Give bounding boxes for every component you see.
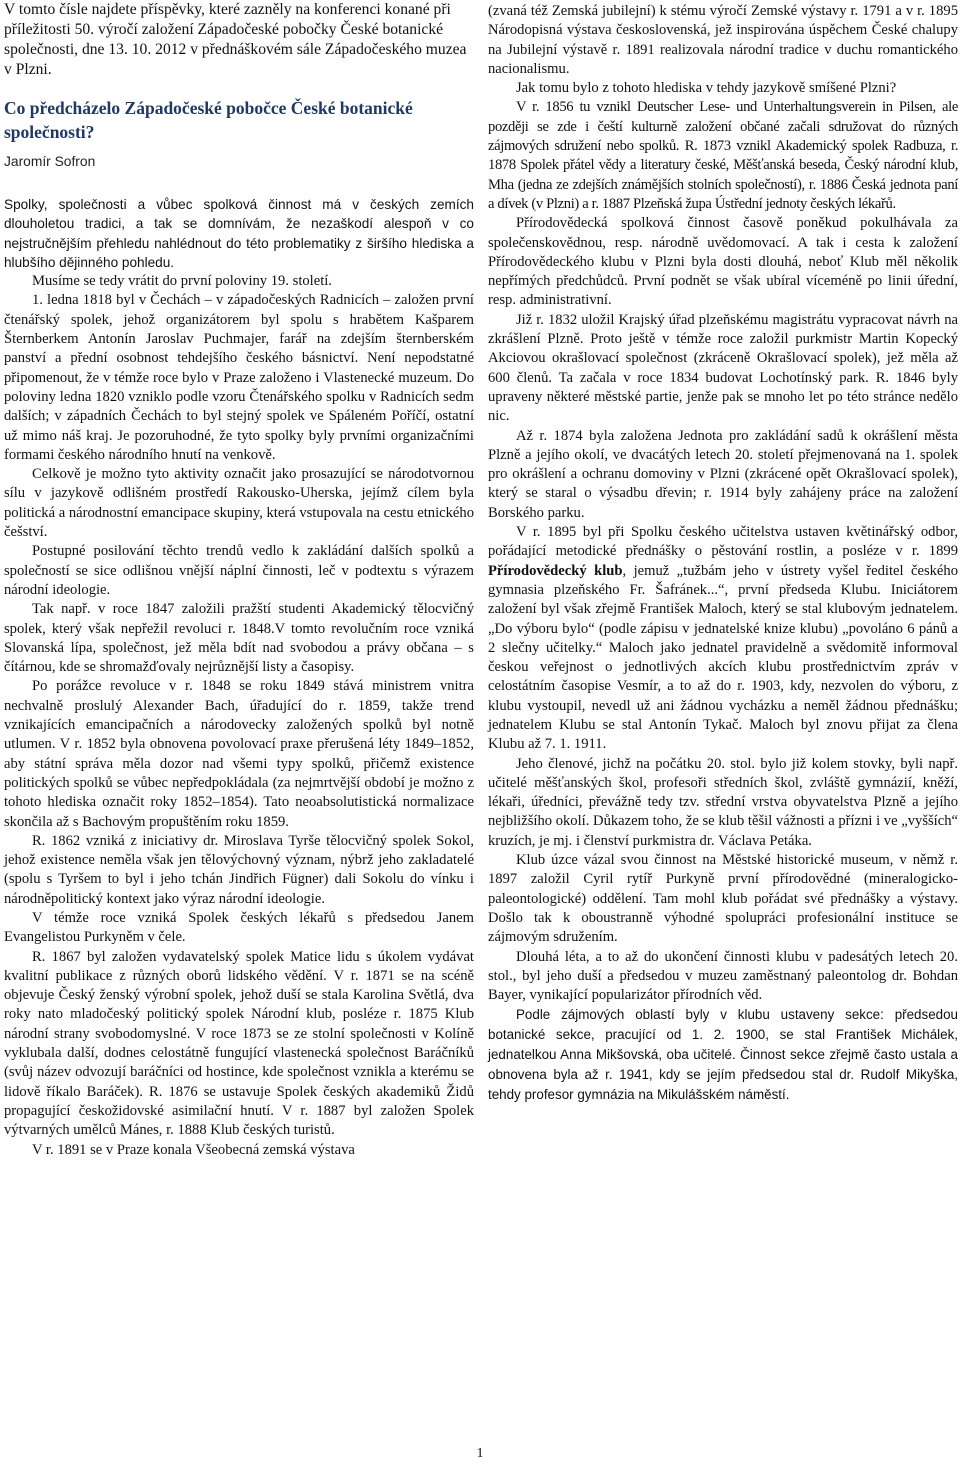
paragraph: Podle zájmových oblastí byly v klubu ustaveny sekce: předsedou botanické sekce, pracující od 1. 2. 1900, se stal František Michálek, jednatelkou Anna Mikšovská, oba učitelé. Činnost sekce zřejmě často ustala a obnovena byla až r. 1941, kdy se jejím předsedou stal dr. Rudolf Mikyška, tehdy profesor gymnázia na Mikulášském náměstí. — [488, 1007, 958, 1103]
paragraph: Dlouhá léta, a to až do ukončení činnosti klubu v padesátých letech 20. stol., byl jeho duší a předsedou v muzeu zaměstnaný paleontolog dr. Bohdan Bayer, vynikající popularizátor přírodních věd. — [488, 948, 958, 1004]
paragraph: Klub úzce vázal svou činnost na Městské historické museum, v němž r. 1897 založil Cyril rytíř Purkyně první přírodovědné (mineralogicko-paleontologické) oddělení. Tam mohl klub pořádat své přednášky a výstavy. Došlo tak k oboustranně výhodné spolupráci profesionální instituce se zájmovým sdružením. — [488, 852, 958, 946]
paragraph: Musíme se tedy vrátit do první poloviny 19. století. — [32, 273, 332, 290]
paragraph: Spolky, společnosti a vůbec spolková činnost má v českých zemích dlouholetou tradici, a tak se domnívám, že nezaškodí alespoň v co nejstručnějším přehledu nahlédnout do této problematiky z širšího hlediska a hlubšího dějinného pohledu. — [4, 197, 474, 270]
author-name: Jaromír Sofron — [4, 154, 96, 169]
paragraph: V r. 1856 tu vznikl Deutscher Lese- und Unterhaltungsverein in Pilsen, ale později se zde i čeští kulturně založení občané začali sdružovat do různých zájmových sdružení nebo spolků. R. 1873 vznikl Akademický spolek Radbuza, r. 1878 Spolek přátel vědy a literatury české, Měšťanská beseda, Český národní klub, Mha (jedna ze zdejších známějších stolních společností), r. 1886 Česká jednota paní a dívek (v Plzni) a r. 1887 Plzeňská župa Ústřední jednoty českých lékařů. — [488, 99, 958, 212]
paragraph-text: , jemuž „tužbám jeho v ústrety vyšel ředitel českého gymnasia plzeňského Fr. Šafránek...“, první předseda Klubu. Iniciátorem založení byl však zřejmě František Maloch, který se stal klubovým jednatelem. „Do výboru bylo“ (podle zápisu v jednatelské knize klubu) „povoláno 6 pánů a 2 slečny učitelky.“ Maloch jako jednatel pravidelně a svědomitě informoval českou veřejnost o jednotlivých akcích klubu prostřednictvím zpráv v celostátním časopise Vesmír, a to až do r. 1903, kdy, nezvolen do výboru, z klubu vystoupil, nevedl už ani žádnou vycházku a neměl žádnou přednášku; jednatelem Klubu se stal Antonín Tykač. Maloch byl znovu přijat za člena Klubu až 7. 1. 1911. — [488, 562, 958, 753]
paragraph: Přírodovědecká spolková činnost časově poněkud pokulhávala za společenskovědnou, resp. národně uvědomovací. A tak i cesta k založení Přírodovědeckého klubu v Plzni byla dosti dlouhá, neboť Klub měl několik nepřímých předchůdců. První podnět se však ubíral víceméně po linii úřední, resp. administrativní. — [488, 215, 958, 309]
paragraph: R. 1867 byl založen vydavatelský spolek Matice lidu s úkolem vydávat kvalitní publikace z různých oborů lidského vědění. V r. 1871 se na scéně objevuje Český ženský výrobní spolek, jehož duší se stala Karolina Světlá, dva roky nato mladočeský politický spolek Národní klub, posléze r. 1875 Klub národní strany svobodomyslné. V roce 1873 se ze stolní společnosti v Kolíně vyklubala další, dodnes celostátně fungující vlastenecká společnost Baráčníků (svůj název odvozují baráčníci od hostince, kde společnost vznikla a kterému se lidově říkalo Baráček). R. 1876 se ustavuje Spolek českých akademiků Židů propagující českožidovské asimilační hnutí. V r. 1887 byl založen Spolek výtvarných umělců Mánes, r. 1888 Klub českých turistů. — [4, 948, 474, 1139]
paragraph — [488, 523, 958, 755]
paragraph: Již r. 1832 uložil Krajský úřad plzeňskému magistrátu vypracovat návrh na zkrášlení Plzně. Proto ještě v témže roce založil purkmistr Martin Kopecký Akciovou okrašlovací společnost (zkráceně Okrašlovací spolek), jež měla až 600 členů. Ta začala v roce 1834 budovat Lochotínský park. R. 1846 byly upraveny některé městské partie, jenže pak se mnoho let po této stránce nedělo nic. — [488, 311, 958, 425]
paragraph: R. 1862 vzniká z iniciativy dr. Miroslava Tyrše tělocvičný spolek Sokol, jehož existence neměla však jen tělovýchovný význam, nýbrž jeho zakladatelé (spolu s Tyršem to byl i jeho tchán Jindřich Fügner) dali Sokolu do vínku i národněpolitický kontext jako výraz národní ideologie. — [4, 832, 474, 907]
paragraph: Po porážce revoluce v r. 1848 se roku 1849 stává ministrem vnitra nechvalně proslulý Alexander Bach, úřadující do r. 1859, takže trend vznikajících emancipačních a národovecky založených spolků byl notně utlumen. V r. 1852 byla obnovena povolovací praxe přerušená léty 1849–1852, aby státní správa měla dozor nad všemi typy spolků, přičemž existence politických spolků se vůbec nepředpokládala (za nejmrtvější období je možno z tohoto hlediska označit roky 1852–1854). Tato neoabsolutistická normalizace skončila až s Bachovým propuštěním roku 1859. — [4, 678, 474, 830]
intro-text: V tomto čísle najdete příspěvky, které zazněly na konferenci konané při příležitosti 50. výročí založení Západočeské pobočky České botanické společnosti, dne 13. 10. 2012 v přednáškovém sále Západočeského muzea v Plzni. — [4, 1, 467, 78]
paragraph: Celkově je možno tyto aktivity označit jako prosazující se národotvornou sílu v jazykově odlišném prostředí Rakousko-Uherska, jejímž cílem byla politická a národnostní emancipace skupiny, která vstupovala na cestu etnického češství. — [4, 466, 474, 541]
left-column — [4, 0, 474, 1160]
paragraph: (zvaná též Zemská jubilejní) k stému výročí Zemské výstavy r. 1791 a v r. 1895 Národopisná výstava československá, jež inspirována úspěchem České chalupy na Jubilejní výstavě r. 1891 realizovala národní tradice v duchu romantického nacionalismu. — [488, 3, 958, 77]
paragraph: Tak např. v roce 1847 založili pražští studenti Akademický tělocvičný spolek, který však nepřežil revoluci r. 1848.V tomto revolučním roce vzniká Slovanská lípa, společnost, jež měla bdít nad svobodou a právy občana – s čítárnou, kde se shromažďovaly nejrůznější listy a časopisy. — [4, 601, 474, 676]
paragraph: V r. 1891 se v Praze konala Všeobecná zemská výstava — [32, 1141, 355, 1158]
article-title: Co předcházelo Západočeské pobočce České botanické společnosti? — [4, 98, 413, 142]
paragraph: Jeho členové, jichž na počátku 20. stol. bylo již kolem stovky, byli např. učitelé měšťanských škol, profesoři středních škol, zvláště gymnázií, kněží, lékaři, úředníci, převážně tedy tzv. střední vrstva obyvatelstva Plzně a jejího nejbližšího okolí. Důkazem toho, že se klub těšil vážnosti a přízni i ve „vyšších“ kruzích, je mj. i členství purkmistra dr. Václava Petáka. — [488, 755, 958, 849]
club-name-bold: Přírodovědecký klub — [488, 562, 623, 579]
paragraph: Postupné posilování těchto trendů vedlo k zakládání dalších spolků a společností se sice odlišnou vnější náplní činnosti, leč v podtextu s výrazem národní ideologie. — [4, 543, 474, 598]
paragraph-text: V r. 1895 byl při Spolku českého učitelstva ustaven květinářský odbor, pořádající metodické přednášky o pěstování rostlin, a posléze v r. 1899 — [488, 524, 958, 560]
paragraph: 1. ledna 1818 byl v Čechách – v západočeských Radnicích – založen první čtenářský spolek, jehož organizátorem byl spolu s hrabětem Kašparem Šternberkem Antonín Jaroslav Puchmajer, farář na zdejším šternberském panství a přední osobnost tehdejšího českého básnictví. Není nepodstatné připomenout, že v témže roce bylo v Praze založeno i Vlastenecké muzeum. Do poloviny ledna 1820 vzniklo podle vzoru Čtenářského spolku v Radnicích sedm dalších; v západních Čechách to byl stejný spolek ve Spáleném Poříčí, ostatní už mimo náš kraj. Je pozoruhodné, že tyto spolky byly prvními organizačními formami českého národního hnutí na venkově. — [4, 292, 474, 463]
right-column — [488, 2, 958, 1105]
page-number: 1 — [476, 1446, 484, 1461]
paragraph: V témže roce vzniká Spolek českých lékařů s předsedou Janem Evangelistou Purkyněm v čele. — [4, 909, 474, 946]
paragraph: Až r. 1874 byla založena Jednota pro zakládání sadů k okrášlení města Plzně a jejího okolí, ve dvacátých letech 20. století přejmenovaná na 1. spolek pro okrášlení a ochranu domoviny v Plzni (zkrácené opět Okrašlovací spolek), který se staral o výsadbu dřevin; r. 1914 byly zahájeny práce na založení Borského parku. — [488, 427, 958, 521]
paragraph: Jak tomu bylo z tohoto hlediska v tehdy jazykově smíšené Plzni? — [516, 80, 897, 97]
